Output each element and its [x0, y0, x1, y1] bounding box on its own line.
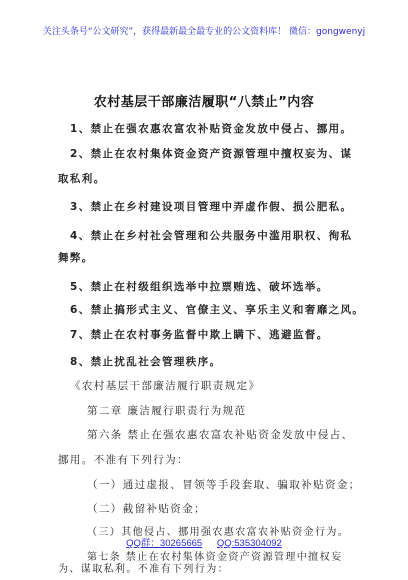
- article-6-item-2: （二）截留补贴资金；: [87, 503, 206, 515]
- rule-line-4-cont: 舞弊。: [58, 252, 94, 264]
- rule-line-8: 8、禁止扰乱社会管理秩序。: [70, 356, 222, 368]
- qq-group-link[interactable]: QQ群：30265665: [126, 538, 203, 549]
- regulation-title: 《农村基层干部廉洁履行职责规定》: [70, 380, 261, 392]
- article-7: 第七条 禁止在农村集体资金资产资源管理中擅权妄: [87, 552, 343, 563]
- document-title: 农村基层干部廉洁履职“八禁止”内容: [93, 95, 315, 110]
- rule-line-3: 3、禁止在乡村建设项目管理中弄虚作假、损公肥私。: [70, 201, 353, 213]
- article-7-cont: 为、谋取私利。不准有下列行为：: [58, 564, 229, 575]
- rule-line-4: 4、禁止在乡村社会管理和公共服务中滥用职权、徇私: [70, 230, 353, 242]
- footer-contact: [0, 535, 408, 549]
- rule-line-7: 7、禁止在农村事务监督中欺上瞒下、逃避监督。: [70, 329, 329, 341]
- article-6: 第六条 禁止在强农惠农富农补贴资金发放中侵占、: [87, 429, 354, 441]
- article-6-item-1: （一）通过虚报、冒领等手段套取、骗取补贴资金；: [87, 479, 361, 491]
- article-6-cont: 挪用。不准有下列行为：: [58, 454, 189, 466]
- rule-line-5: 5、禁止在村级组织选举中拉票贿选、破坏选举。: [70, 281, 329, 293]
- rule-line-6: 6、禁止搞形式主义、官僚主义、享乐主义和奢靡之风。: [70, 304, 365, 316]
- rule-line-2: 2、禁止在农村集体资金资产资源管理中擅权妄为、谋: [70, 148, 353, 160]
- qq-contact-link[interactable]: QQ:535304092: [216, 538, 282, 549]
- rule-line-1: 1、禁止在强农惠农富农补贴资金发放中侵占、挪用。: [70, 123, 353, 135]
- rule-line-2-cont: 取私利。: [58, 173, 106, 185]
- header-banner: 关注头条号“公文研究”，获得最新最全最专业的公文资料库！ 微信：gongwenyj: [42, 27, 366, 37]
- article-6-item-3: （三）其他侵占、挪用强农惠农富农补贴资金行为。: [87, 527, 350, 538]
- chapter-heading: 第二章 廉洁履行职责行为规范: [87, 405, 247, 417]
